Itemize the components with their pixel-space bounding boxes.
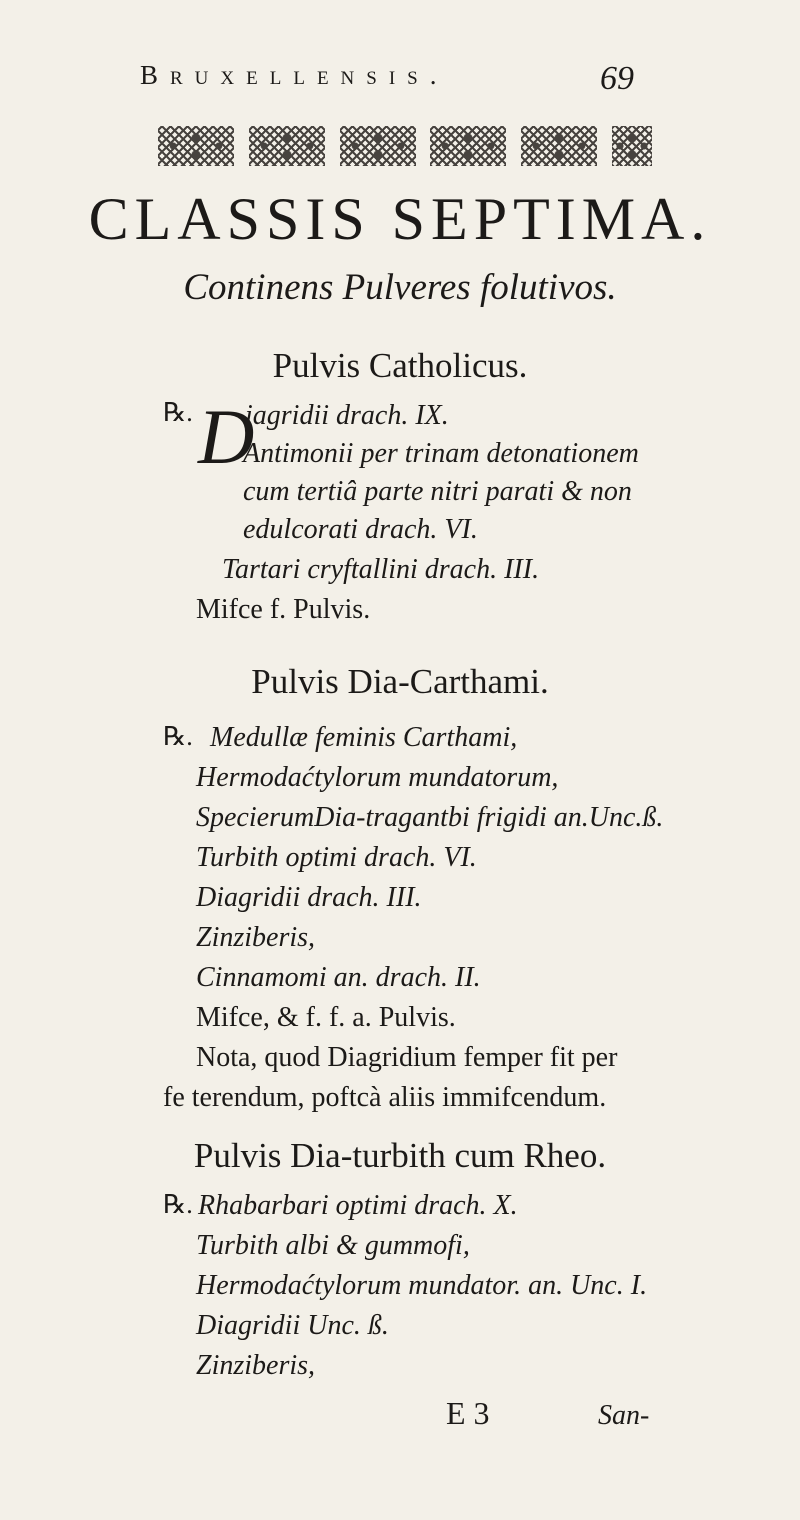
- fleuron-icon: [158, 126, 234, 166]
- recipe-line: Rhabarbari optimi drach. X.: [198, 1190, 518, 1221]
- recipe-line: cum tertiâ parte nitri parati & non: [243, 476, 632, 507]
- recipe-line: Diagridii Unc. ß.: [196, 1310, 389, 1341]
- recipe-line: Hermodaćtylorum mundatorum,: [196, 762, 559, 793]
- section-heading: Pulvis Catholicus.: [272, 346, 528, 385]
- recipe-line: edulcorati drach. VI.: [243, 514, 478, 545]
- fleuron-icon: [430, 126, 506, 166]
- recipe-marker: ℞.: [163, 722, 193, 751]
- recipe-line: Medullæ feminis Carthami,: [210, 722, 518, 753]
- recipe-line: Cinnamomi an. drach. II.: [196, 962, 481, 993]
- recipe-line: Antimonii per trinam detonationem: [243, 438, 639, 469]
- fleuron-icon: [521, 126, 597, 166]
- class-title: CLASSIS SEPTIMA.: [88, 186, 712, 252]
- recipe-line: SpecierumDia-tragantbi frigidi an.Unc.ß.: [196, 802, 664, 833]
- fleuron-row-icon: [158, 124, 652, 168]
- recipe-marker: ℞.: [163, 1190, 193, 1219]
- recipe-marker: ℞.: [163, 398, 193, 427]
- fleuron-icon: [249, 126, 325, 166]
- recipe-line: Mifce f. Pulvis.: [196, 594, 371, 625]
- recipe-line: Turbith albi & gummofi,: [196, 1230, 470, 1261]
- recipe-line: Zinziberis,: [196, 1350, 316, 1381]
- section-heading: Pulvis Dia-turbith cum Rheo.: [193, 1136, 607, 1175]
- recipe-line: iagridii drach. IX.: [245, 400, 449, 431]
- drop-cap-initial: D: [198, 393, 255, 480]
- class-subtitle: Continens Pulveres folutivos.: [183, 267, 617, 308]
- page-number: 69: [600, 60, 634, 97]
- recipe-line: Diagridii drach. III.: [196, 882, 422, 913]
- recipe-line: Hermodaćtylorum mundator. an. Unc. I.: [196, 1270, 648, 1301]
- running-title: Bruxellensis.: [140, 60, 449, 90]
- recipe-line: Turbith optimi drach. VI.: [196, 842, 477, 873]
- catchword: San-: [598, 1400, 650, 1431]
- running-head: [0, 60, 800, 104]
- recipe-note: Nota, quod Diagridium femper fit per: [196, 1042, 618, 1073]
- recipe-line: Mifce, & f. f. a. Pulvis.: [196, 1002, 456, 1033]
- signature-mark: E 3: [446, 1395, 490, 1431]
- fleuron-icon: [340, 126, 416, 166]
- recipe-line: Tartari cryftallini drach. III.: [222, 554, 540, 585]
- fleuron-icon: [612, 126, 652, 166]
- recipe-line: Zinziberis,: [196, 922, 316, 953]
- recipe-note: fe terendum, poftcà aliis immifcendum.: [163, 1082, 607, 1113]
- section-heading: Pulvis Dia-Carthami.: [251, 662, 549, 701]
